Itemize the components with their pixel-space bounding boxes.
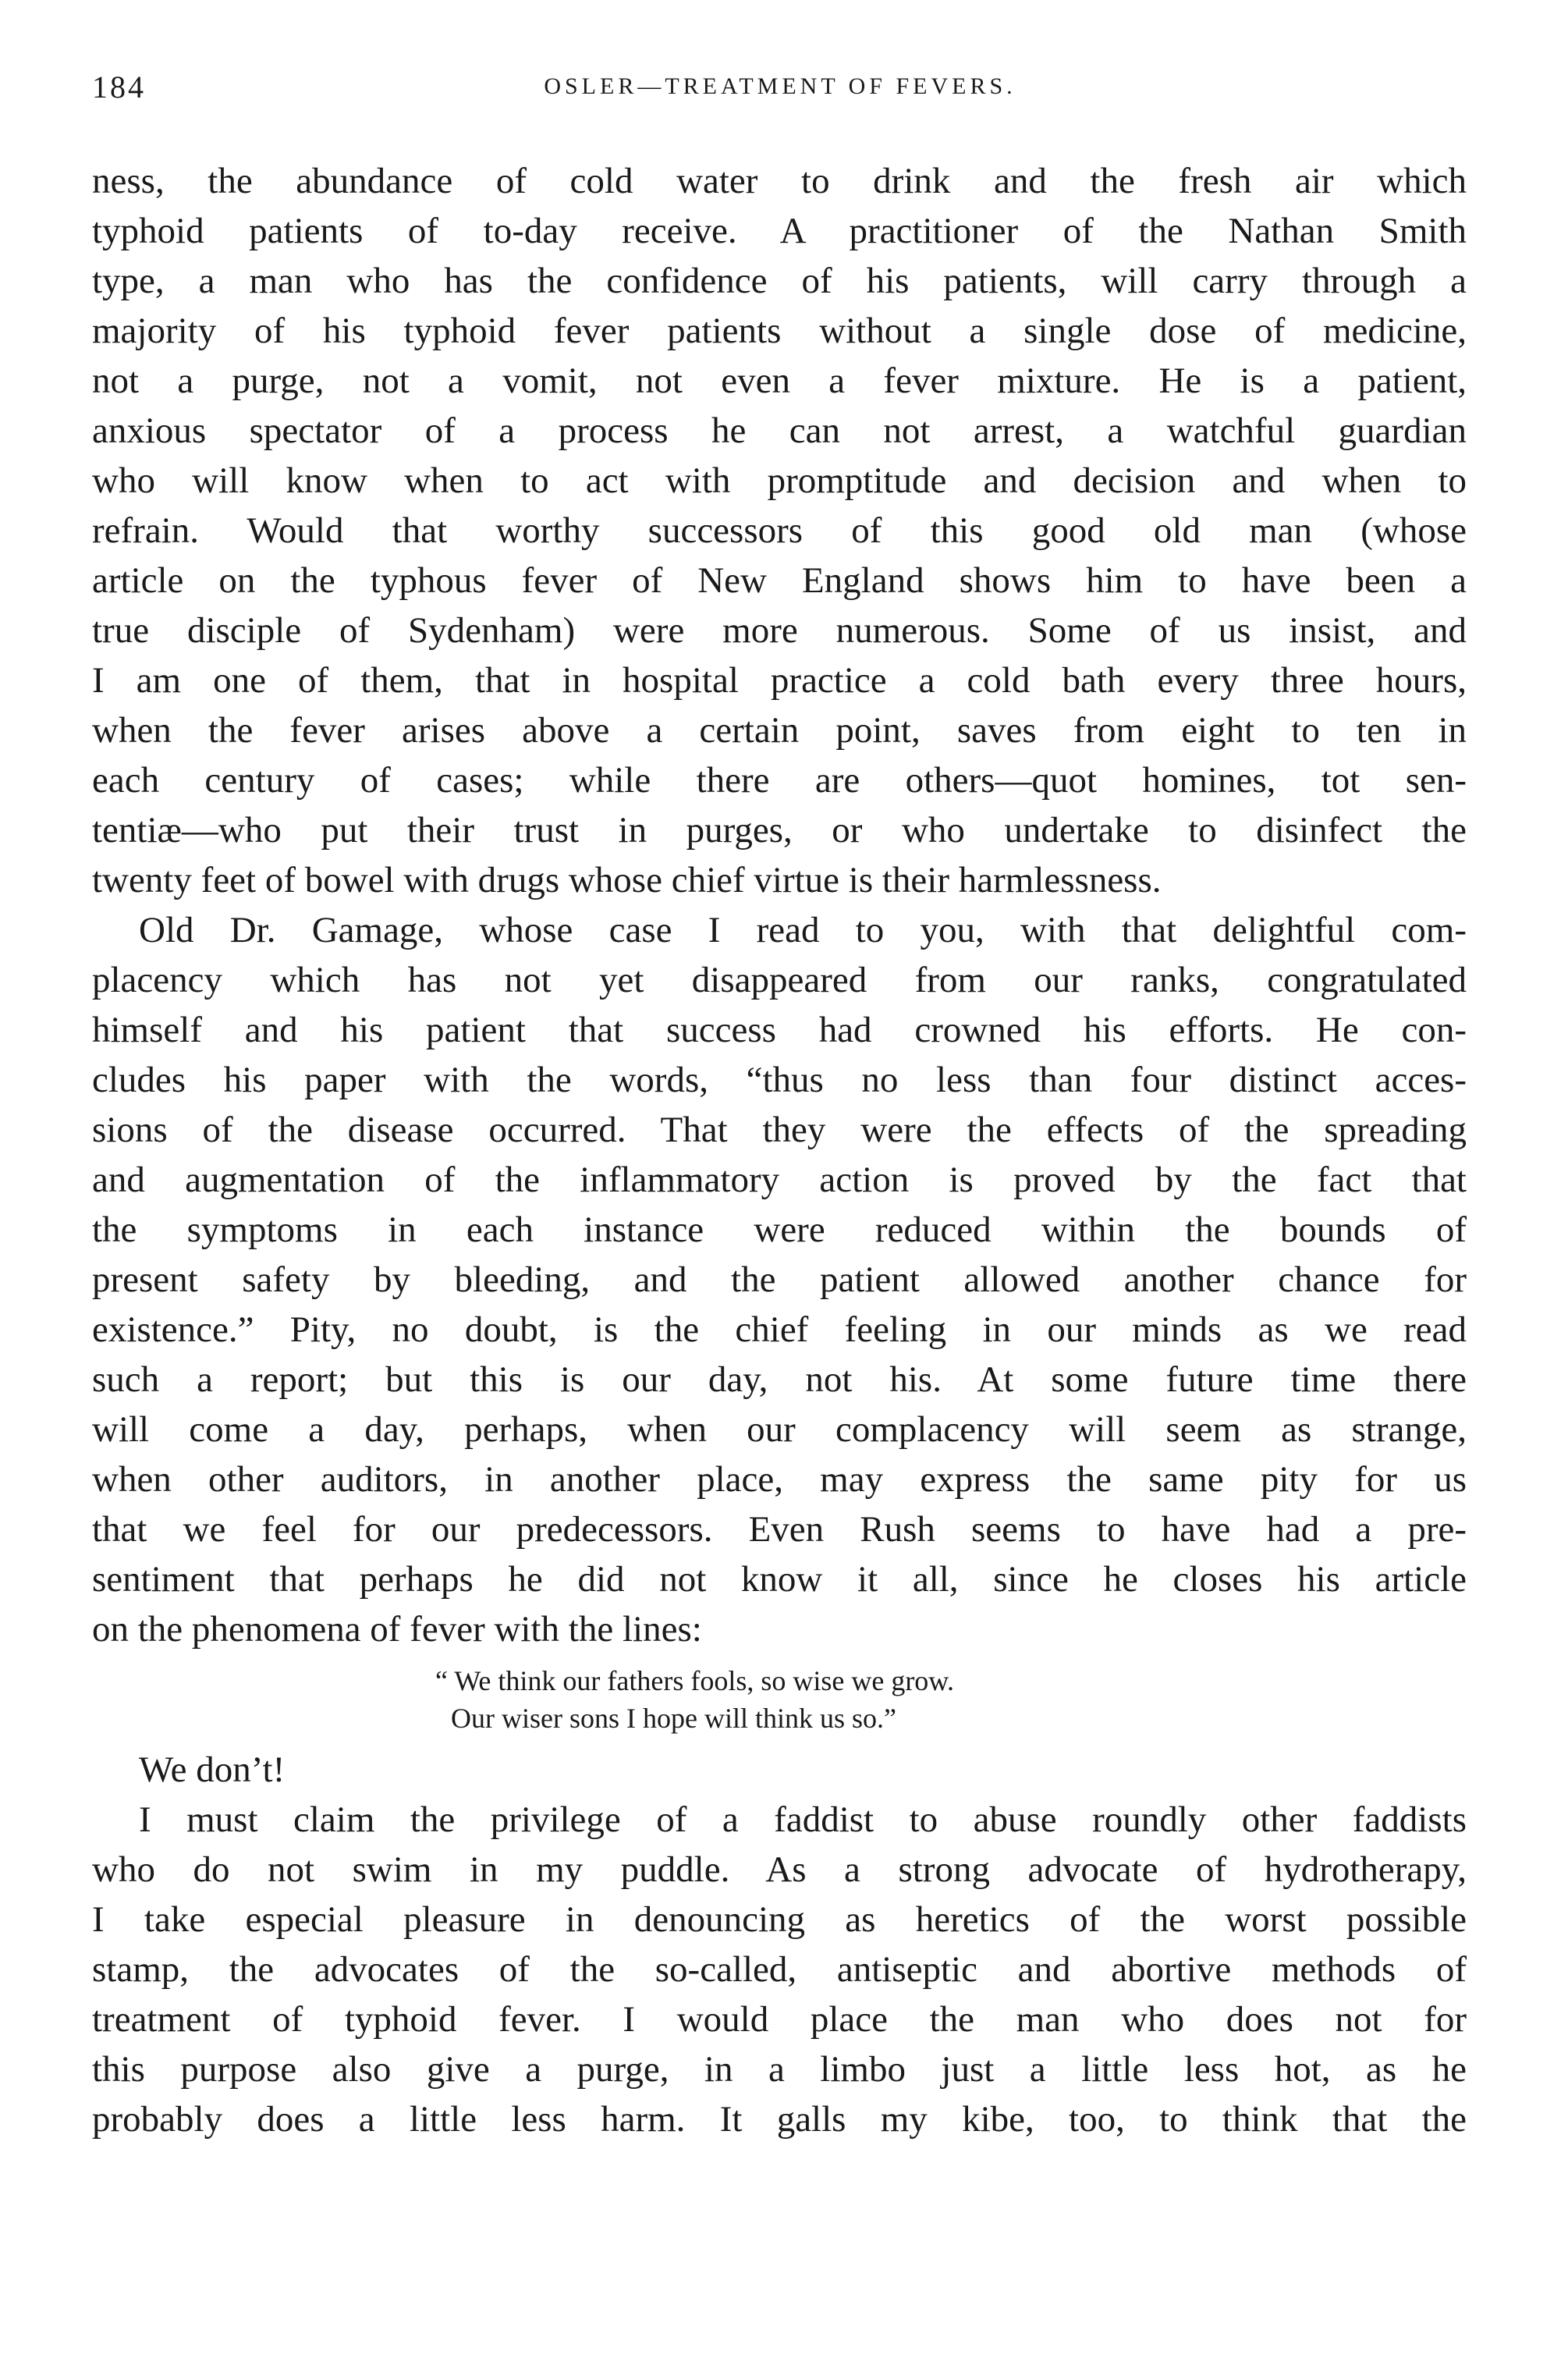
text-line: each century of cases; while there are others—quot homines, tot sen-: [92, 760, 1467, 801]
text-line: and augmentation of the inflammatory action is proved by the fact that: [92, 1160, 1467, 1200]
text-line: Old Dr. Gamage, whose case I read to you, with that delightful com-: [139, 910, 1467, 950]
text-line: majority of his typhoid fever patients without a single dose of medicine,: [92, 311, 1467, 351]
text-line: twenty feet of bowel with drugs whose chief virtue is their harmlessness.: [92, 860, 1162, 900]
text-line: not a purge, not a vomit, not even a fever mixture. He is a patient,: [92, 360, 1467, 401]
text-line: when other auditors, in another place, may express the same pity for us: [92, 1459, 1467, 1500]
page-number: 184: [92, 69, 146, 105]
text-line: treatment of typhoid fever. I would place the man who does not for: [92, 1999, 1467, 2040]
text-line: article on the typhous fever of New England shows him to have been a: [92, 560, 1467, 601]
short-line: We don’t!: [139, 1749, 286, 1790]
text-line: typhoid patients of to-day receive. A practitioner of the Nathan Smith: [92, 211, 1467, 251]
verse-line: Our wiser sons I hope will think us so.”: [451, 1703, 896, 1734]
text-line: present safety by bleeding, and the patient allowed another chance for: [92, 1259, 1467, 1300]
verse-line: “ We think our fathers fools, so wise we grow.: [435, 1665, 954, 1696]
running-head: OSLER—TREATMENT OF FEVERS.: [544, 73, 1016, 99]
text-line: stamp, the advocates of the so-called, antiseptic and abortive methods of: [92, 1949, 1467, 1990]
text-line: on the phenomena of fever with the lines:: [92, 1609, 702, 1650]
text-line: I am one of them, that in hospital practice a cold bath every three hours,: [92, 660, 1467, 701]
text-line: sentiment that perhaps he did not know it all, since he closes his article: [92, 1559, 1467, 1600]
text-line: cludes his paper with the words, “thus no less than four distinct acces-: [92, 1060, 1467, 1100]
text-line: ness, the abundance of cold water to drink and the fresh air which: [92, 161, 1467, 201]
text-line: will come a day, perhaps, when our complacency will seem as strange,: [92, 1409, 1467, 1450]
text-line: sions of the disease occurred. That they were the effects of the spreading: [92, 1110, 1467, 1150]
text-line: this purpose also give a purge, in a limbo just a little less hot, as he: [92, 2049, 1467, 2090]
paragraph-3: [92, 1795, 1467, 2144]
text-line: the symptoms in each instance were reduced within the bounds of: [92, 1209, 1467, 1250]
text-line: such a report; but this is our day, not his. At some future time there: [92, 1359, 1467, 1400]
text-line: type, a man who has the confidence of his patients, will carry through a: [92, 261, 1467, 301]
text-line: when the fever arises above a certain point, saves from eight to ten in: [92, 710, 1467, 751]
text-line: himself and his patient that success had crowned his efforts. He con-: [92, 1010, 1467, 1050]
text-line: I take especial pleasure in denouncing as heretics of the worst possible: [92, 1899, 1467, 1940]
text-line: placency which has not yet disappeared from our ranks, congratulated: [92, 960, 1467, 1000]
paragraph-1: [92, 156, 1467, 905]
text-line: who do not swim in my puddle. As a strong advocate of hydrotherapy,: [92, 1849, 1467, 1890]
text-line: probably does a little less harm. It galls my kibe, too, to think that the: [92, 2099, 1467, 2140]
paragraph-2: [92, 905, 1467, 1654]
page-header: [92, 69, 1468, 115]
text-line: I must claim the privilege of a faddist to abuse roundly other faddists: [139, 1799, 1467, 1840]
text-line: refrain. Would that worthy successors of this good old man (whose: [92, 510, 1467, 551]
text-line: that we feel for our predecessors. Even Rush seems to have had a pre-: [92, 1509, 1467, 1550]
verse-quote: [92, 1662, 1467, 1737]
text-line: tentiæ—who put their trust in purges, or who undertake to disinfect the: [92, 810, 1467, 851]
body-text: [92, 156, 1467, 2144]
text-line: existence.” Pity, no doubt, is the chief feeling in our minds as we read: [92, 1309, 1467, 1350]
text-line: true disciple of Sydenham) were more numerous. Some of us insist, and: [92, 610, 1467, 651]
text-line: who will know when to act with promptitude and decision and when to: [92, 460, 1467, 501]
text-line: anxious spectator of a process he can not arrest, a watchful guardian: [92, 410, 1467, 451]
